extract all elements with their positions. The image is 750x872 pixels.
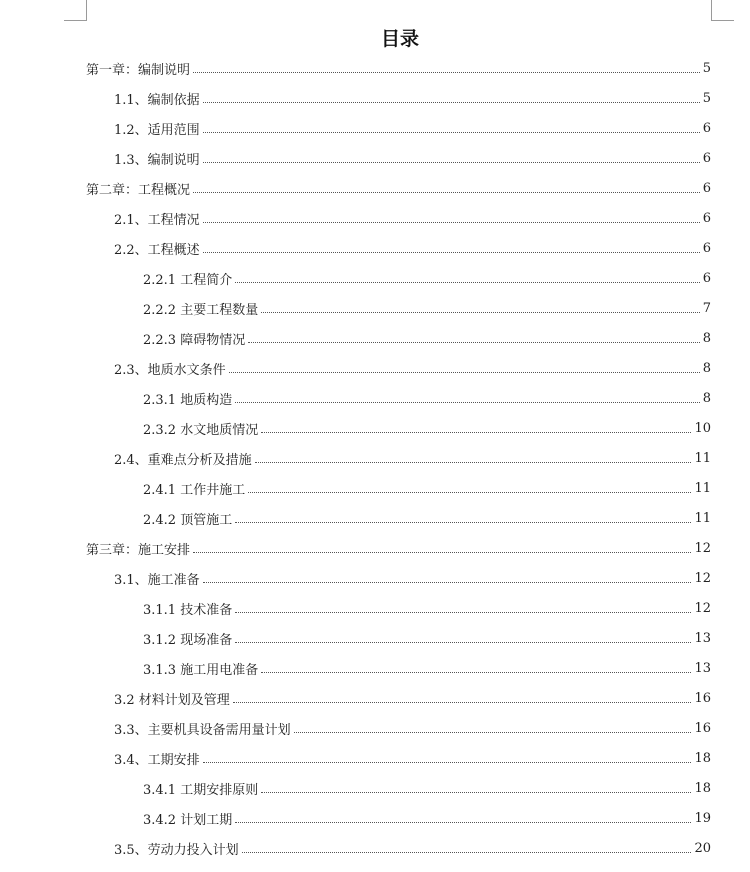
toc-entry-page: 11 [694, 450, 711, 466]
toc-entry-page: 6 [702, 120, 711, 136]
dot-leader [229, 372, 700, 373]
toc-entry[interactable] [114, 83, 711, 113]
dot-leader [203, 132, 700, 133]
toc-entry[interactable] [86, 173, 711, 203]
toc-entry-text: 3.2 材料计划及管理 [114, 692, 230, 708]
toc-entry-text: 第二章：工程概况 [86, 182, 191, 198]
toc-entry-page: 16 [694, 690, 711, 706]
toc-entry-page: 18 [694, 750, 711, 766]
dot-leader [261, 792, 691, 793]
toc-entry-text: 2.2.3 障碍物情况 [143, 332, 246, 348]
dot-leader [255, 462, 692, 463]
dot-leader [235, 402, 700, 403]
toc-entry-text: 3.1.2 现场准备 [143, 632, 233, 648]
toc-entry-text: 3.3、主要机具设备需用量计划 [114, 722, 291, 738]
page-corner-mark-top-right [711, 0, 734, 21]
toc-entry-page: 20 [694, 840, 711, 856]
dot-leader [203, 162, 700, 163]
toc-entry-text: 2.4.1 工作井施工 [143, 482, 246, 498]
toc-entry-text: 2.1、工程情况 [114, 212, 200, 228]
toc-entry-text: 3.4、工期安排 [114, 752, 200, 768]
toc-entry[interactable] [143, 413, 711, 443]
dot-leader [235, 522, 691, 523]
toc-entry-text: 3.1、施工准备 [114, 572, 200, 588]
toc-entry-page: 8 [702, 360, 711, 376]
toc-entry-text: 2.3.2 水文地质情况 [143, 422, 259, 438]
toc-entry-page: 16 [694, 720, 711, 736]
toc-entry-text: 3.4.2 计划工期 [143, 812, 233, 828]
toc-entry-text: 第三章：施工安排 [86, 542, 191, 558]
toc-entry[interactable] [143, 803, 711, 833]
toc-entry[interactable] [143, 593, 711, 623]
dot-leader [248, 492, 691, 493]
toc-entry-page: 6 [702, 210, 711, 226]
toc-entry-text: 1.2、适用范围 [114, 122, 200, 138]
dot-leader [233, 702, 692, 703]
toc-entry-text: 2.3.1 地质构造 [143, 392, 233, 408]
toc-entry[interactable] [143, 263, 711, 293]
page-title: 目录 [380, 28, 419, 50]
toc-entry[interactable] [114, 683, 711, 713]
toc-entry[interactable] [143, 293, 711, 323]
toc-entry[interactable] [143, 473, 711, 503]
toc-entry[interactable] [114, 443, 711, 473]
toc-entry-page: 13 [694, 630, 711, 646]
toc-entry[interactable] [114, 203, 711, 233]
dot-leader [193, 552, 691, 553]
toc-entry[interactable] [114, 563, 711, 593]
toc-entry-text: 1.1、编制依据 [114, 92, 200, 108]
toc-entry-text: 2.2.1 工程简介 [143, 272, 233, 288]
toc-entry[interactable] [114, 113, 711, 143]
toc-entry-page: 19 [694, 810, 711, 826]
toc-entry-page: 7 [702, 300, 711, 316]
dot-leader [235, 642, 691, 643]
dot-leader [235, 822, 691, 823]
toc-entry-page: 6 [702, 240, 711, 256]
toc-entry[interactable] [114, 833, 711, 863]
toc-entry-page: 11 [694, 510, 711, 526]
dot-leader [203, 582, 692, 583]
dot-leader [203, 222, 700, 223]
toc-entry-text: 2.2、工程概述 [114, 242, 200, 258]
toc-entry-text: 2.4.2 顶管施工 [143, 512, 233, 528]
toc-entry-page: 12 [694, 600, 711, 616]
dot-leader [193, 72, 700, 73]
toc-entry[interactable] [143, 503, 711, 533]
toc-entry-text: 2.2.2 主要工程数量 [143, 302, 259, 318]
toc-entry[interactable] [143, 653, 711, 683]
toc-entry-page: 6 [702, 180, 711, 196]
dot-leader [203, 102, 700, 103]
toc-entry-page: 12 [694, 570, 711, 586]
dot-leader [193, 192, 700, 193]
dot-leader [242, 852, 692, 853]
toc-entry-text: 2.3、地质水文条件 [114, 362, 226, 378]
dot-leader [261, 312, 700, 313]
toc-entry-page: 6 [702, 150, 711, 166]
toc-entry[interactable] [114, 743, 711, 773]
toc-entry[interactable] [143, 623, 711, 653]
toc-entry[interactable] [143, 383, 711, 413]
dot-leader [248, 342, 700, 343]
toc-entry-page: 5 [702, 60, 711, 76]
toc-entry[interactable] [114, 713, 711, 743]
toc-entry[interactable] [143, 773, 711, 803]
dot-leader [235, 282, 700, 283]
toc-entry[interactable] [114, 143, 711, 173]
toc-entry-text: 第一章：编制说明 [86, 62, 191, 78]
page-corner-mark-top-left [64, 0, 87, 21]
toc-entry-text: 3.1.3 施工用电准备 [143, 662, 259, 678]
toc-entry-page: 8 [702, 390, 711, 406]
toc-entry[interactable] [143, 323, 711, 353]
toc-entry[interactable] [86, 533, 711, 563]
dot-leader [261, 672, 691, 673]
dot-leader [235, 612, 691, 613]
dot-leader [261, 432, 691, 433]
toc-entry-page: 13 [694, 660, 711, 676]
toc-entry[interactable] [86, 53, 711, 83]
toc-entry-text: 3.5、劳动力投入计划 [114, 842, 239, 858]
toc-entry-page: 8 [702, 330, 711, 346]
toc-entry-page: 5 [702, 90, 711, 106]
toc-entry-text: 2.4、重难点分析及措施 [114, 452, 252, 468]
dot-leader [203, 252, 700, 253]
toc-entry-text: 1.3、编制说明 [114, 152, 200, 168]
toc-entry[interactable] [114, 233, 711, 263]
toc-entry-page: 18 [694, 780, 711, 796]
dot-leader [203, 762, 692, 763]
toc-entry-page: 12 [694, 540, 711, 556]
dot-leader [294, 732, 692, 733]
toc-entry[interactable] [114, 353, 711, 383]
toc-entry-text: 3.4.1 工期安排原则 [143, 782, 259, 798]
toc-entry-page: 11 [694, 480, 711, 496]
toc-entry-page: 10 [694, 420, 711, 436]
toc-entry-text: 3.1.1 技术准备 [143, 602, 233, 618]
toc-entry-page: 6 [702, 270, 711, 286]
